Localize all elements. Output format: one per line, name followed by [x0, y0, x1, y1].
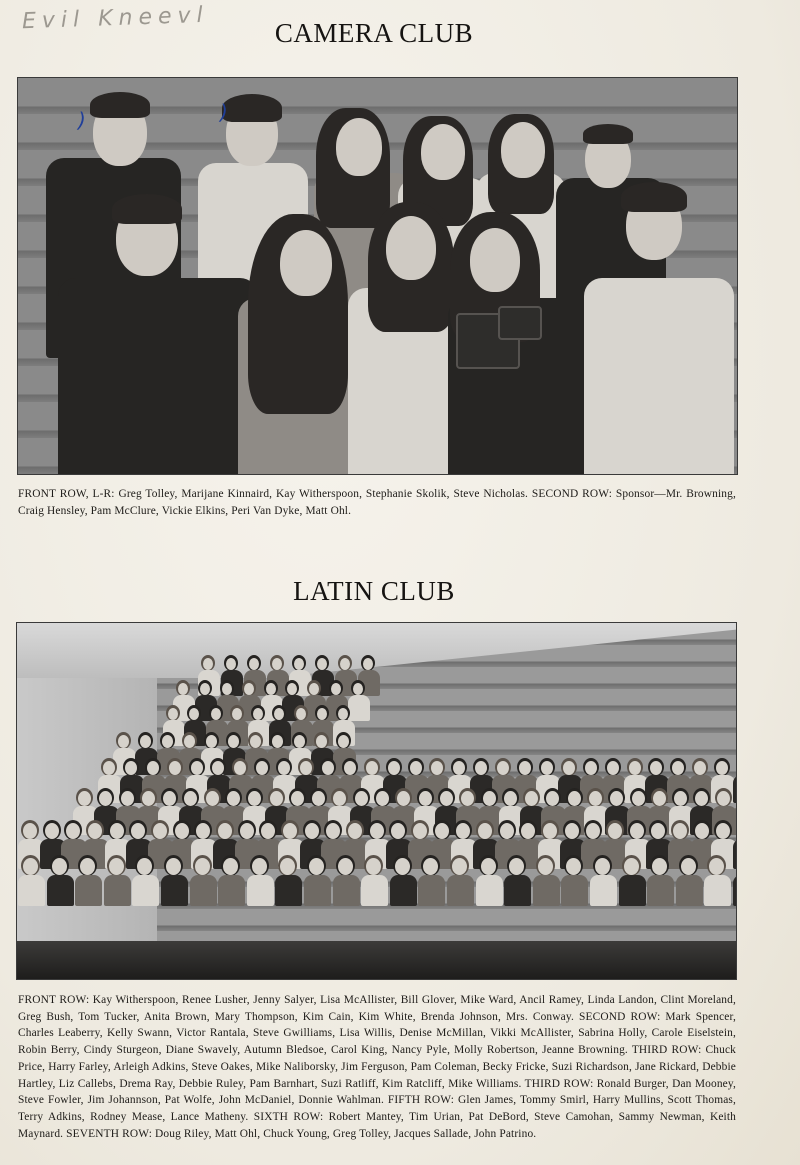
crowd-member-face [296, 708, 306, 720]
crowd-member-face [184, 735, 195, 748]
crowd-member-face [543, 823, 557, 839]
crowd-member-face [206, 791, 219, 806]
crowd-member-face [519, 761, 531, 775]
crowd-member-face [585, 761, 597, 775]
crowd-member-body [361, 875, 388, 906]
crowd-member-face [348, 823, 362, 839]
crowd-member-face [504, 791, 517, 806]
crowd-member-face [178, 683, 188, 695]
crowd-member-face [283, 823, 297, 839]
crowd-member-face [673, 823, 687, 839]
handwritten-note: Evil Kneevl [21, 2, 210, 35]
crowd-member-face [695, 823, 709, 839]
crowd-member-face [140, 735, 151, 748]
crowd-member-face [317, 708, 327, 720]
crowd-member-face [23, 823, 37, 839]
crowd-member-face [222, 683, 232, 695]
crowd-member-body [704, 875, 731, 906]
crowd-member-face [370, 823, 384, 839]
crowd-member-face [376, 791, 389, 806]
crowd-member-body [533, 875, 560, 906]
crowd-member-body [733, 875, 737, 906]
crowd-member-face [206, 735, 217, 748]
crowd-member-face [270, 791, 283, 806]
crowd-member-body [647, 875, 674, 906]
crowd-member-face [153, 823, 167, 839]
crowd-member-face [717, 791, 730, 806]
crowd-member-body [47, 875, 74, 906]
crowd-member-face [500, 823, 514, 839]
crowd-member-face [608, 823, 622, 839]
crowd-member-face [395, 858, 410, 875]
crowd-member-body [275, 875, 302, 906]
crowd-member-face [716, 761, 728, 775]
crowd-member-face [252, 858, 267, 875]
crowd-member-body [218, 875, 245, 906]
crowd-member-face [218, 823, 232, 839]
crowd-member-face [388, 761, 400, 775]
crowd-member-body [676, 875, 703, 906]
crowd-member-body [161, 875, 188, 906]
crowd-member-body [504, 875, 531, 906]
crowd-member-body [476, 875, 503, 906]
crowd-member-face [103, 761, 115, 775]
crowd-member-body [18, 875, 45, 906]
crowd-member-face [23, 858, 38, 875]
crowd-member-face [595, 858, 610, 875]
crowd-member-body [304, 875, 331, 906]
crowd-member-face [88, 823, 102, 839]
gym-floor [17, 941, 736, 979]
crowd-member-face [541, 761, 553, 775]
crowd-member-body [619, 875, 646, 906]
crowd-member-face [249, 658, 259, 670]
gym-ceiling [17, 623, 736, 678]
crowd-member-body [418, 875, 445, 906]
camera-club-photo [17, 77, 738, 475]
crowd-member-face [166, 858, 181, 875]
crowd-member-face [110, 823, 124, 839]
crowd-member-face [440, 791, 453, 806]
crowd-member-face [175, 823, 189, 839]
crowd-member-face [563, 761, 575, 775]
crowd-member-face [624, 858, 639, 875]
crowd-member-face [78, 791, 91, 806]
crowd-member-face [250, 735, 261, 748]
crowd-member-face [169, 761, 181, 775]
crowd-member-face [168, 708, 178, 720]
crowd-member-face [338, 735, 349, 748]
crowd-member-face [630, 823, 644, 839]
crowd-member-body [561, 875, 588, 906]
crowd-member-face [125, 761, 137, 775]
crowd-member-face [142, 791, 155, 806]
crowd-member-face [322, 761, 334, 775]
crowd-member-hair [736, 758, 737, 776]
crowd-member-face [45, 823, 59, 839]
crowd-member-face [568, 791, 581, 806]
crowd-member-body [132, 875, 159, 906]
crowd-member-face [211, 708, 221, 720]
crowd-member-face [338, 708, 348, 720]
crowd-member-face [240, 823, 254, 839]
camera-club-title: CAMERA CLUB [274, 18, 474, 48]
crowd-member-face [607, 761, 619, 775]
crowd-member-face [203, 658, 213, 670]
crowd-member-face [629, 761, 641, 775]
crowd-member-face [147, 761, 159, 775]
crowd-member-face [118, 735, 129, 748]
crowd-member-face [338, 858, 353, 875]
crowd-member-body [104, 875, 131, 906]
crowd-member-face [632, 791, 645, 806]
crowd-member-face [191, 761, 203, 775]
crowd-member-face [483, 791, 496, 806]
crowd-member-face [272, 658, 282, 670]
crowd-member-face [589, 791, 602, 806]
pen-mark: ) [78, 108, 86, 132]
crowd-member-face [300, 761, 312, 775]
crowd-member-face [355, 791, 368, 806]
crowd-member-face [200, 683, 210, 695]
crowd-member-face [316, 735, 327, 748]
crowd-member-face [195, 858, 210, 875]
crowd-member-face [109, 858, 124, 875]
crowd-member-body [75, 875, 102, 906]
latin-club-caption: FRONT ROW: Kay Witherspoon, Renee Lusher, Jenny Salyer, Lisa McAllister, Bill Glover, Mike Ward, Ancil Ramey, Linda Landon, Clint Moreland, Greg Bush, Tom Tucker, Anita Brown, Mary Thompson, Kim Cain, Kim White, Brenda Johnson, Mrs. Conway. SECOND ROW: Mark Spencer, Charles Leaberry, Kelly Swann, Victor Rantala, Steve Gwilliams, Lisa Willis, Denise McMillan, Vikki McAllister, Sabrina Holly, Carole Eiselstein, Robin Berry, Cindy Sturgeon, Diane Swavely, Autumn Bledsoe, Carol King, Nancy Pyle, Molly Robertson, Jeanne Browning. THIRD ROW: Chuck Price, Harry Farley, Arleigh Adkins, Steve Oakes, Mike Naliborsky, Jim Ferguson, Pam Coleman, Becky Fricke, Suzi Richardson, Jane Rickard, Debbie Hartley, Liz Callebs, Drema Ray, Debbie Ruley, Pam Barnhart, Suzi Ratliff, Kim Ratcliff, Mike Williams. THIRD ROW: Ronald Burger, Dan Mooney, Steve Fowler, Jim Johannson, Pat Wolfe, John McDaniel, Donnie Wahlman. FIFTH ROW: Glen James, Tommy Smirl, Harry Mullins, Scott Thomas, Terry Adkins, Rodney Mease, Lance Matheny. SIXTH ROW: Robert Mantey, Tim Urian, Pat DeBord, Steve Camohan, Sammy Newman, Keith Maynard. SEVENTH ROW: Doug Riley, Matt Ohl, Chuck Young, Greg Tolley, Jacques Sallade, John Patrino. [18, 994, 736, 1140]
crowd-member-face [305, 823, 319, 839]
crowd-member-face [525, 791, 538, 806]
crowd-member-face [481, 858, 496, 875]
crowd-member-face [410, 761, 422, 775]
crowd-member-face [226, 658, 236, 670]
crowd-member-face [232, 708, 242, 720]
crowd-member-body [447, 875, 474, 906]
crowd-member-face [244, 683, 254, 695]
crowd-member-face [653, 791, 666, 806]
crowd-member-face [272, 735, 283, 748]
crowd-member-hair [736, 855, 737, 876]
pen-mark: ) [220, 100, 228, 124]
latin-club-title: LATIN CLUB [293, 576, 455, 606]
crowd-member-face [413, 823, 427, 839]
crowd-member-face [565, 823, 579, 839]
crowd-member-face [452, 858, 467, 875]
crowd-member-body [733, 806, 737, 835]
crowd-member-face [294, 735, 305, 748]
crowd-member-hair [736, 788, 737, 807]
crowd-member-face [309, 858, 324, 875]
crowd-member-face [478, 823, 492, 839]
crowd-member-face [363, 658, 373, 670]
crowd-member-face [52, 858, 67, 875]
crowd-member-hair [736, 820, 737, 840]
crowd-member-face [366, 761, 378, 775]
crowd-member-face [291, 791, 304, 806]
crowd-member-body [190, 875, 217, 906]
crowd-member-body [733, 839, 737, 869]
crowd-member-face [266, 683, 276, 695]
crowd-member-face [227, 791, 240, 806]
crowd-member-body [590, 875, 617, 906]
crowd-member-face [121, 791, 134, 806]
crowd-member-body [733, 775, 737, 803]
crowd-member-face [681, 858, 696, 875]
crowd-member-face [353, 683, 363, 695]
crowd-member-face [435, 823, 449, 839]
camera-prop [498, 306, 542, 340]
crowd-member-body [390, 875, 417, 906]
crowd-member-body [348, 695, 370, 721]
latin-club-photo [16, 622, 737, 980]
camera-club-caption: FRONT ROW, L-R: Greg Tolley, Marijane Kinnaird, Kay Witherspoon, Stephanie Skolik, Steve Nicholas. SECOND ROW: Sponsor—Mr. Browning, Craig Hensley, Pam McClure, Vickie Elkins, Peri Van Dyke, Matt Ohl. [18, 488, 736, 517]
crowd-member-face [228, 735, 239, 748]
crowd-member-face [538, 858, 553, 875]
crowd-member-face [419, 791, 432, 806]
crowd-member-body [247, 875, 274, 906]
crowd-member-body [333, 875, 360, 906]
crowd-member-face [162, 735, 173, 748]
crowd-member-face [253, 708, 263, 720]
crowd-member-face [344, 761, 356, 775]
